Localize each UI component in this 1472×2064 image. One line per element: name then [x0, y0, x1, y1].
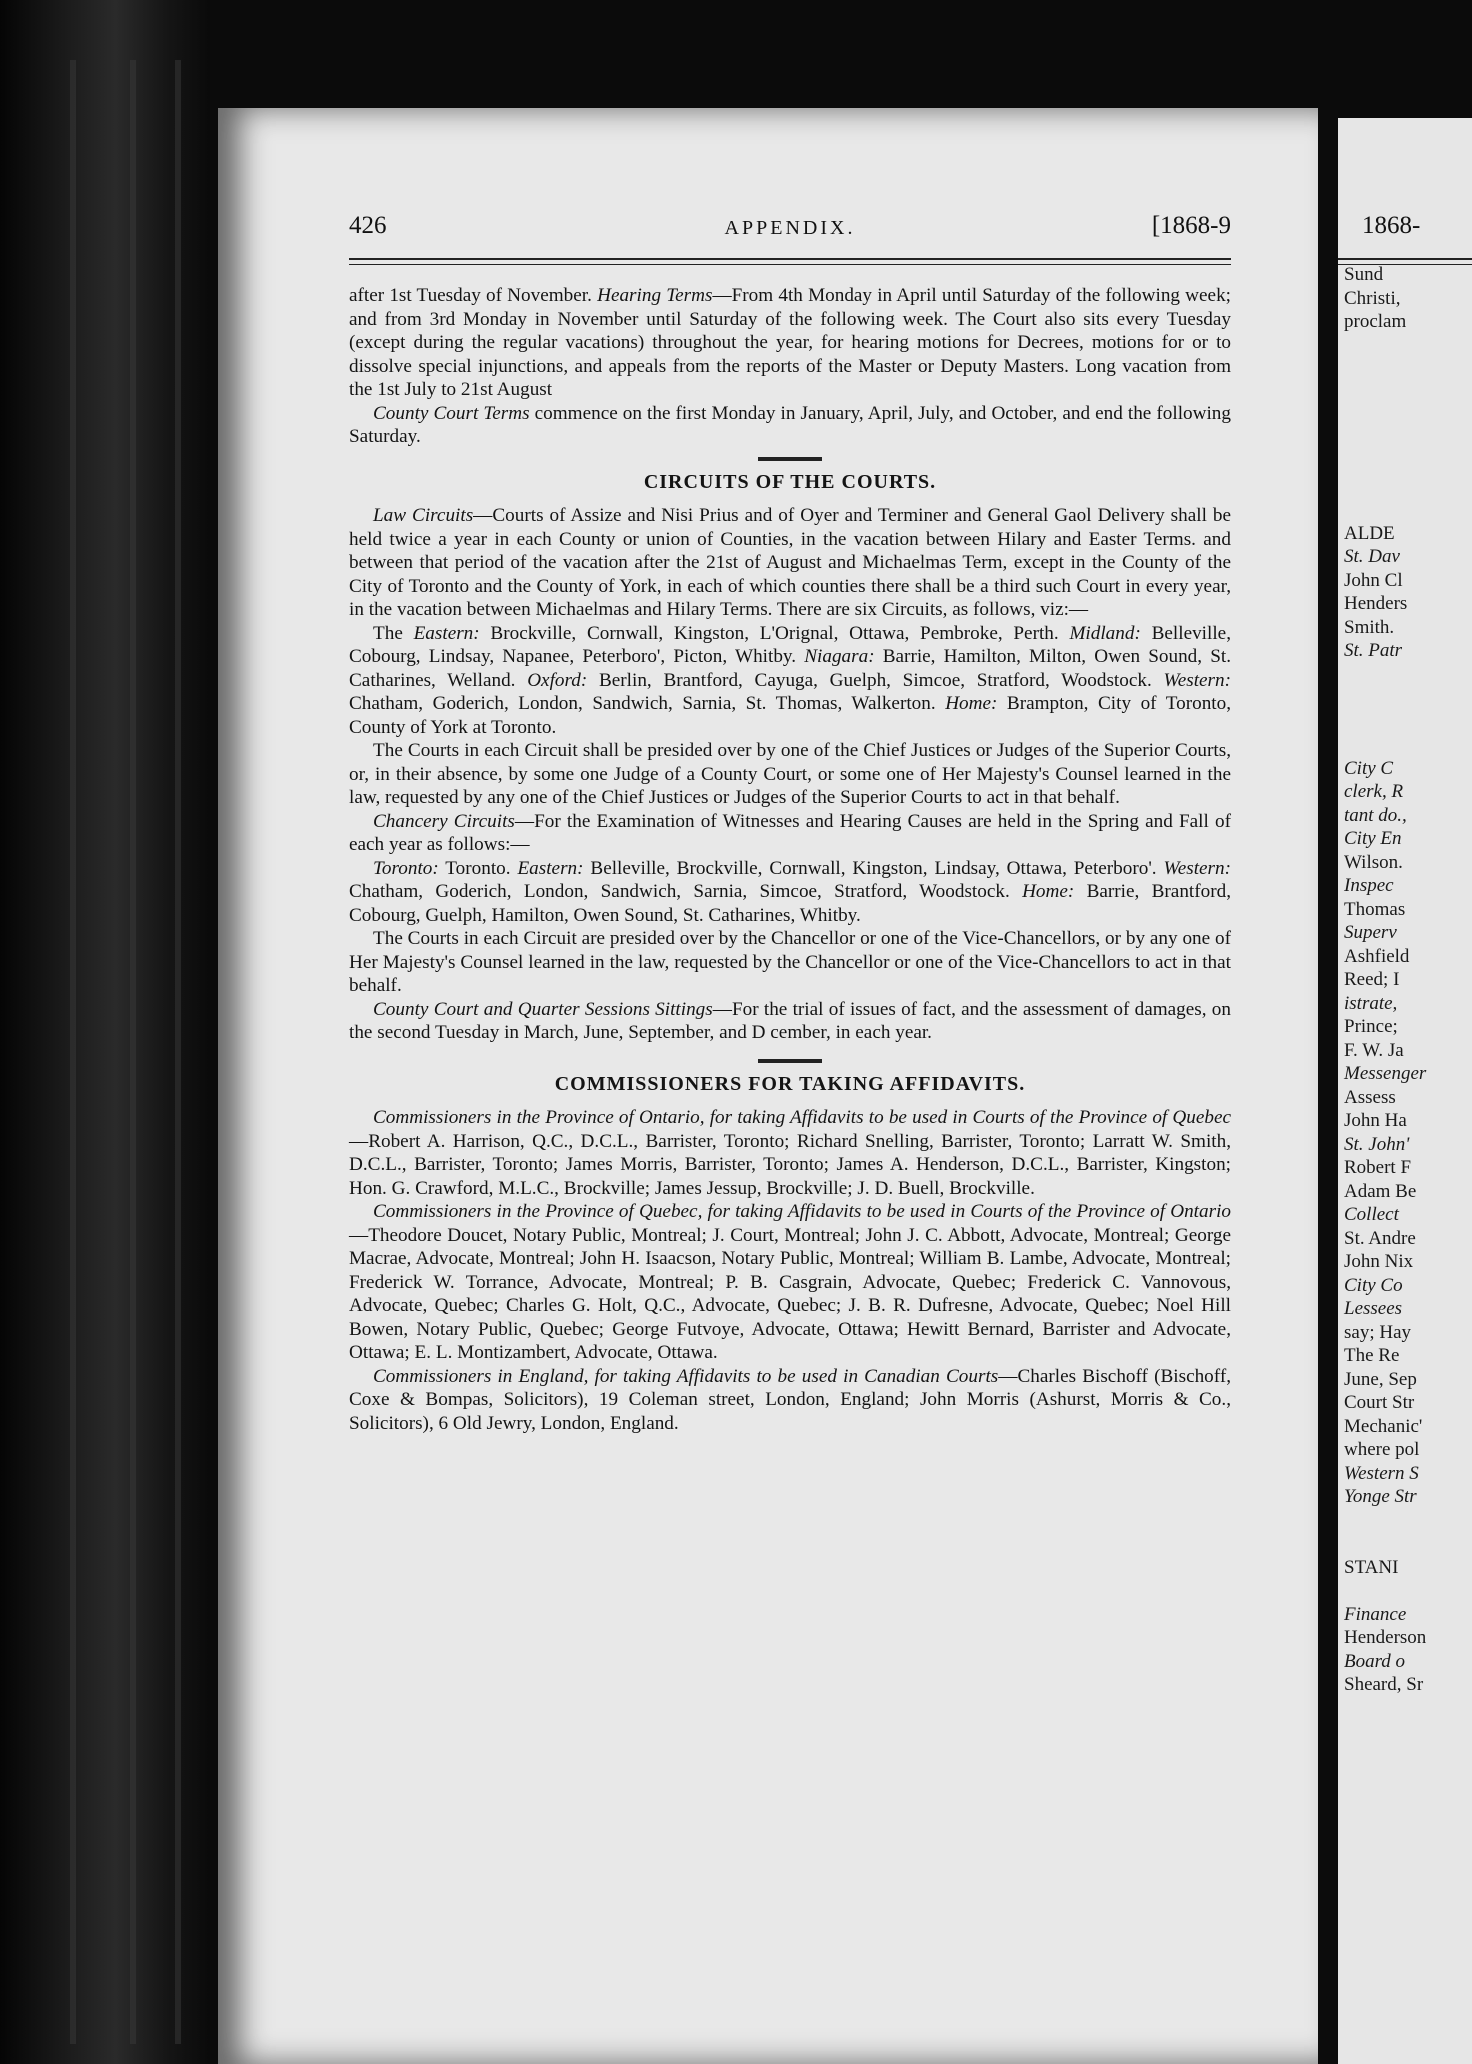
facing-page-line: Lessees: [1344, 1298, 1403, 1319]
facing-page-line: Finance: [1344, 1603, 1407, 1625]
facing-page-line: City C: [1344, 757, 1394, 779]
facing-page-line: [1344, 334, 1472, 358]
facing-page-line: [1344, 240, 1472, 264]
facing-page-line: Prince;: [1344, 1016, 1398, 1037]
page-number: 426: [349, 212, 387, 239]
facing-page-line: istrate,: [1344, 992, 1398, 1014]
facing-page-line: Smith.: [1344, 616, 1395, 638]
section-heading-circuits: CIRCUITS OF THE COURTS.: [643, 470, 937, 493]
facing-page-line: Board o: [1344, 1650, 1406, 1672]
facing-page-line: The Re: [1344, 1345, 1400, 1366]
facing-page-line: Sund: [1344, 264, 1384, 285]
facing-page-line: [1344, 733, 1472, 757]
facing-page-line: June, Sep: [1344, 1368, 1417, 1390]
facing-page-line: [1344, 475, 1472, 499]
facing-page-line: [1344, 663, 1472, 687]
facing-page-line: John Cl: [1344, 569, 1403, 591]
facing-page-line: Superv: [1344, 922, 1397, 943]
facing-page-line: tant do.,: [1344, 804, 1407, 826]
facing-page-line: F. W. Ja: [1344, 1039, 1404, 1061]
paragraph-hearing-terms: after 1st Tuesday of November. Hearing Terms—From 4th Monday in April until Saturday of the following week; and from 3rd Monday in November until Saturday of the following week. The Court also sits every Tuesday (except during the regular vacations) throughout the year, for hearing motions for Decrees, motions for or to dissolve special injunctions, and appeals from the reports of the Master or Deputy Masters. Long vacation from the 1st July to 21st August: [349, 285, 1231, 400]
facing-page-line: [1344, 357, 1472, 381]
facing-page-line: Sheard, Sr: [1344, 1674, 1424, 1695]
book-spine: [0, 0, 210, 2064]
paragraph-ontario-commissioners: Commissioners in the Province of Ontario, for taking Affidavits to be used in Courts of the Province of Quebec—Robert A. Harrison, Q.C., D.C.L., Barrister, Toronto; Richard Snelling, Barrister, Toronto; Larratt W. Smith, D.C.L., Barrister, Toronto; James Morris, Barrister, Toronto; James A. Henderson, D.C.L., Barrister, Kingston; Hon. G. Crawford, M.L.C., Brockville; James Jessup, Brockville; J. D. Buell, Brockville.: [349, 1107, 1231, 1199]
facing-page-line: St. Dav: [1344, 546, 1400, 567]
facing-page-line: City Co: [1344, 1274, 1403, 1296]
page-body: [349, 284, 1231, 1435]
facing-page-line: City En: [1344, 828, 1402, 849]
facing-page-line: Christi,: [1344, 287, 1401, 309]
header-year: [1868-9: [1151, 212, 1231, 239]
paragraph-chancery-list: Toronto: Toronto. Eastern: Belleville, Brockville, Cornwall, Kingston, Lindsay, Ottawa, Peterboro'. Western: Chatham, Goderich, London, Sandwich, Sarnia, Simcoe, Stratford, Woodstock. Home: Barrie, Brantford, Cobourg, Guelph, Hamilton, Owen Sound, St. Catharines, Whitby.: [349, 857, 1232, 926]
paragraph-county-sittings: County Court and Quarter Sessions Sittings—For the trial of issues of fact, and the assessment of damages, on the second Tuesday in March, June, September, and D cember, in each year.: [349, 998, 1231, 1043]
facing-page-line: STANI: [1344, 1556, 1399, 1578]
facing-page-line: ALDE: [1344, 522, 1395, 544]
facing-page-line: Wilson.: [1344, 851, 1403, 873]
facing-page-line: Assess: [1344, 1086, 1396, 1108]
facing-page-line: Reed; I: [1344, 969, 1400, 990]
facing-page-line: [1344, 498, 1472, 522]
facing-page-line: Court Str: [1344, 1392, 1415, 1413]
paragraph-law-circuits: Law Circuits—Courts of Assize and Nisi Prius and of Oyer and Terminer and General Gaol Delivery shall be held twice a year in each County or union of Counties, in the vacation between Hilary and Easter Terms. and between that period of the vacation after the 21st of August and Michaelmas Term, except in the County of the City of Toronto and the County of York, in each of which counties there shall be a third such Court in every year, in the vacation between Michaelmas and Hilary Terms. There are six Circuits, as follows, viz:—: [349, 505, 1231, 620]
facing-page-line: [1344, 428, 1472, 452]
facing-page-line: Henders: [1344, 593, 1408, 614]
running-title: APPENDIX.: [724, 217, 856, 239]
facing-page-line: St. Andre: [1344, 1227, 1416, 1249]
facing-page-line: proclam: [1344, 311, 1407, 332]
facing-page-line: Robert F: [1344, 1157, 1412, 1178]
facing-page-line: [1344, 381, 1472, 405]
paragraph-england-commissioners: Commissioners in England, for taking Affidavits to be used in Canadian Courts—Charles Bischoff (Bischoff, Coxe & Bompas, Solicitors), 19 Coleman street, London, England; John Morris (Ashurst, Morris & Co., Solicitors), 6 Old Jewry, London, England.: [349, 1365, 1231, 1434]
facing-page-line: Mechanic': [1344, 1415, 1423, 1437]
facing-page-line: Yonge Str: [1344, 1486, 1417, 1507]
section-heading-commissioners: COMMISSIONERS FOR TAKING AFFIDAVITS.: [554, 1072, 1026, 1095]
header-rule-bottom: [349, 264, 1231, 265]
section-separator: [758, 1059, 822, 1063]
facing-page-line: Thomas: [1344, 898, 1406, 920]
page-gutter: [1318, 110, 1338, 2064]
facing-page-line: Collect: [1344, 1204, 1399, 1225]
facing-page-line: St. Patr: [1344, 640, 1403, 661]
facing-page-line: [1344, 1532, 1472, 1556]
facing-page-line: [1344, 404, 1472, 428]
facing-page-header: 1868-: [1362, 212, 1421, 239]
facing-page-line: Adam Be: [1344, 1180, 1417, 1202]
paragraph-chancery-circuits: Chancery Circuits—For the Examination of Witnesses and Hearing Causes are held in the Spring and Fall of each year as follows:—: [349, 810, 1232, 855]
facing-page-line: Ashfield: [1344, 945, 1410, 967]
paragraph-chancellor: The Courts in each Circuit are presided over by the Chancellor or one of the Vice-Chancellors, or by any one of Her Majesty's Counsel learned in the law, requested by the Chancellor or one of the Vice-Chancellors to act in that behalf.: [349, 928, 1231, 996]
facing-page-line: John Ha: [1344, 1110, 1407, 1131]
facing-page-line: [1344, 451, 1472, 475]
section-separator: [758, 457, 822, 461]
paragraph-circuit-list: The Eastern: Brockville, Cornwall, Kingston, L'Orignal, Ottawa, Pembroke, Perth. Midland: Belleville, Cobourg, Lindsay, Napanee, Peterboro', Picton, Whitby. Niagara: Barrie, Hamilton, Milton, Owen Sound, St. Catharines, Welland. Oxford: Berlin, Brantford, Cayuga, Guelph, Simcoe, Stratford, Woodstock. Western: Chatham, Goderich, London, Sandwich, Sarnia, St. Thomas, Walkerton. Home: Brampton, City of Toronto, County of York at Toronto.: [349, 622, 1232, 738]
paragraph-county-court-terms: County Court Terms commence on the first Monday in January, April, July, and October, and end the following Saturday.: [349, 402, 1231, 447]
facing-page-line: Messenger: [1344, 1063, 1427, 1084]
paragraph-quebec-commissioners: Commissioners in the Province of Quebec, for taking Affidavits to be used in Courts of the Province of Ontario—Theodore Doucet, Notary Public, Montreal; J. Court, Montreal; John J. C. Abbott, Advocate, Montreal; George Macrae, Advocate, Montreal; John H. Isaacson, Notary Public, Montreal; William B. Lambe, Advocate, Montreal; Frederick W. Torrance, Advocate, Montreal; P. B. Casgrain, Advocate, Quebec; Frederick C. Vannovous, Advocate, Quebec; Charles G. Holt, Q.C., Advocate, Quebec; J. B. R. Dufresne, Advocate, Quebec; Noel Hill Bowen, Notary Public, Quebec; George Futvoye, Advocate, Ottawa; Hewitt Bernard, Barrister and Advocate, Ottawa; E. L. Montizambert, Advocate, Ottawa.: [349, 1201, 1231, 1363]
facing-page-line: [1344, 216, 1472, 240]
facing-page-line: Henderson: [1344, 1627, 1427, 1648]
facing-page-line: John Nix: [1344, 1251, 1414, 1272]
facing-page-line: St. John': [1344, 1133, 1410, 1155]
page-header: [349, 212, 1231, 252]
facing-page-text: [1344, 216, 1472, 1697]
facing-page-line: [1344, 686, 1472, 710]
facing-page-line: say; Hay: [1344, 1321, 1412, 1343]
facing-page: [1338, 118, 1472, 2064]
facing-page-line: [1344, 1509, 1472, 1533]
facing-page-line: [1344, 1579, 1472, 1603]
header-rule-top: [349, 258, 1231, 260]
paragraph-presiding-judges: The Courts in each Circuit shall be presided over by one of the Chief Justices or Judges of the Superior Courts, or, in their absence, by some one Judge of a County Court, or some one of Her Majesty's Counsel learned in the law, requested by any one of the Chief Justices or Judges of the Superior Courts to act in that behalf.: [349, 740, 1231, 808]
facing-page-line: Inspec: [1344, 875, 1394, 896]
facing-page-line: clerk, R: [1344, 781, 1404, 802]
facing-page-line: Western S: [1344, 1462, 1419, 1484]
facing-page-line: [1344, 710, 1472, 734]
facing-page-line: where pol: [1344, 1439, 1420, 1460]
